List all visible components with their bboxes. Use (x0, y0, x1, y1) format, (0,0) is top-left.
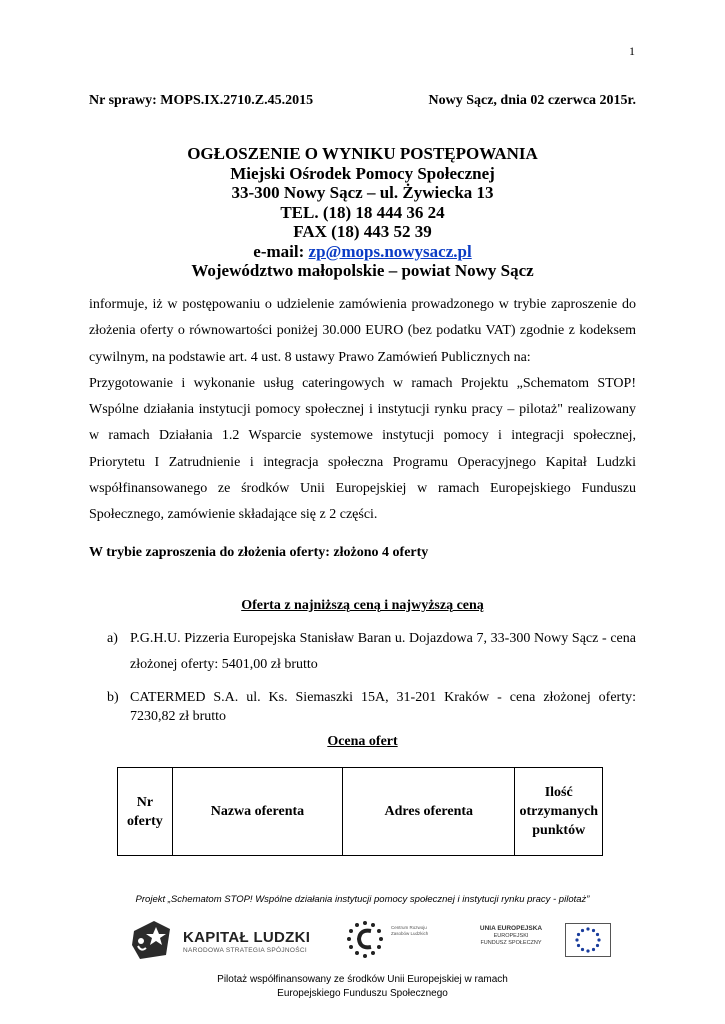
ratings-heading: Ocena ofert (327, 734, 398, 749)
price-heading: Oferta z najniższą ceną i najwyższą ceną (241, 598, 484, 613)
crzl-logo (342, 919, 434, 961)
page-number: 1 (629, 44, 635, 58)
kapital-ludzki-title: KAPITAŁ LUDZKI (183, 929, 311, 946)
email-link[interactable]: zp@mops.nowysacz.pl (308, 241, 472, 261)
column-header-bidder-address: Adres oferenta (343, 768, 515, 856)
eu-flag-icon (565, 923, 611, 957)
institution-phone: TEL. (18) 18 444 36 24 (280, 202, 445, 222)
funding-line-1: Pilotaż współfinansowany ze środków Unii Europejskiej w ramach (217, 974, 508, 985)
institution-fax: FAX (18) 443 52 39 (293, 222, 432, 241)
offer-marker: b) (107, 690, 119, 705)
institution-email-line (89, 242, 636, 262)
offer-text: CATERMED S.A. ul. Ks. Siemaszki 15A, 31-201 Kraków - cena złożonej oferty: 7230,82 zł brutto (130, 690, 636, 724)
body-paragraph-subject: Przygotowanie i wykonanie usług cateringowych w ramach Projektu „Schematom STOP! Wspólne działania instytucji pomocy społecznej i instytucji rynku pracy – pilotaż" realizowany w ramach Działania 1.2 Wsparcie systemowe instytucji pomocy i integracji społecznej, Priorytetu I Zatrudnienie i integracja społeczna Programu Operacyjnego Kapitał Ludzki współfinansowanego ze środków Unii Europejskiej w ramach Europejskiego Funduszu Społecznego, zamówienie składające się z 2 części. (89, 375, 636, 523)
eu-fund-label-2: FUNDUSZ SPOŁECZNY (480, 940, 542, 946)
offer-list (107, 626, 636, 726)
crzl-emblem-icon (342, 919, 388, 961)
kapital-ludzki-logo (128, 915, 318, 963)
eu-fund-label-1: EUROPEJSKI (493, 933, 529, 939)
column-header-points: Ilość otrzymanych punktów (515, 768, 603, 856)
table-header-row (118, 768, 603, 856)
announcement-body (89, 292, 636, 529)
institution-region: Województwo małopolskie – powiat Nowy Sącz (191, 261, 534, 280)
eu-efs-logo (465, 923, 615, 959)
offer-item-lowest (107, 626, 636, 678)
announcement-title-block (89, 144, 636, 281)
email-label: e-mail: (253, 241, 309, 261)
case-number: Nr sprawy: MOPS.IX.2710.Z.45.2015 (89, 93, 314, 108)
column-header-bidder-name: Nazwa oferenta (172, 768, 342, 856)
footer-project-note: Projekt „Schematom STOP! Wspólne działania instytucji pomocy społecznej i instytucji rynku pracy - pilotaż” (135, 894, 590, 905)
kapital-ludzki-emblem-icon (128, 915, 176, 963)
ratings-table (117, 767, 603, 856)
institution-address: 33-300 Nowy Sącz – ul. Żywiecka 13 (231, 183, 494, 202)
reference-line (89, 93, 636, 109)
eu-text-block (465, 925, 557, 947)
institution-name: Miejski Ośrodek Pomocy Społecznej (230, 163, 495, 183)
offers-count: W trybie zaproszenia do złożenia oferty: złożono 4 oferty (89, 545, 429, 560)
footer-logos (120, 915, 620, 963)
announcement-title: OGŁOSZENIE O WYNIKU POSTĘPOWANIA (187, 144, 538, 163)
offer-item-highest (107, 688, 636, 726)
offer-marker: a) (107, 631, 118, 646)
footer-funding-note (89, 973, 636, 1001)
place-date: Nowy Sącz, dnia 02 czerwca 2015r. (428, 93, 636, 108)
eu-union-label: UNIA EUROPEJSKA (479, 925, 543, 932)
body-paragraph-intro: informuje, iż w postępowaniu o udzielenie zamówienia prowadzonego w trybie zaproszenie do złożenia oferty o równowartości poniżej 30.000 EURO (bez podatku VAT) zgodnie z kodeksem cywilnym, na podstawie art. 4 ust. 8 ustawy Prawo Zamówień Publicznych na: (89, 297, 636, 365)
crzl-text: Centrum Rozwoju Zasobów Ludzkich (391, 925, 429, 936)
offer-text: P.G.H.U. Pizzeria Europejska Stanisław Baran u. Dojazdowa 7, 33-300 Nowy Sącz - cena złożonej oferty: 5401,00 zł brutto (130, 631, 636, 672)
kapital-ludzki-subtitle: NARODOWA STRATEGIA SPÓJNOŚCI (183, 947, 307, 954)
column-header-offer-no: Nr oferty (118, 768, 173, 856)
funding-line-2: Europejskiego Funduszu Społecznego (277, 988, 448, 999)
